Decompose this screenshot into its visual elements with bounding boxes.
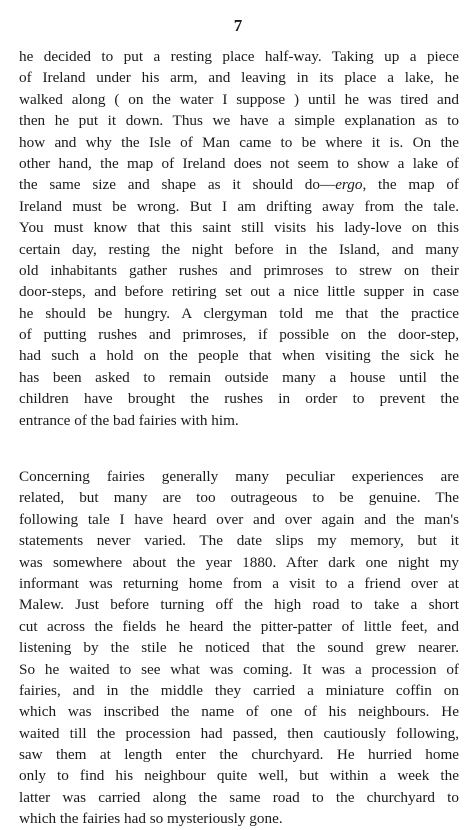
text-line: Concerning fairies generally many peculiar experiences are <box>19 468 459 485</box>
text-line: Ireland must be wrong. But I am drifting away from the tale. <box>19 197 459 215</box>
text-line: only to find his neighbour quite well, but within a week the <box>19 767 459 785</box>
text-line: following tale I have heard over and over again and the man's <box>19 510 459 528</box>
text-line: then he put it down. Thus we have a simple explanation as to <box>19 112 459 130</box>
text-line: children have brought the rushes in order to prevent the <box>19 390 459 408</box>
text-line: he decided to put a resting place half-way. Taking up a piece <box>19 48 459 65</box>
text-line: other hand, the map of Ireland does not seem to show a lake of <box>19 154 459 172</box>
text-line: saw them at length enter the churchyard. He hurried home <box>19 746 459 764</box>
page-number: 7 <box>233 16 243 35</box>
text-line: which the fairies had so mysteriously gone. <box>19 810 283 828</box>
text-line: he should be hungry. A clergyman told me that the practice <box>19 304 459 322</box>
text-line: old inhabitants gather rushes and primroses to strew on their <box>19 261 459 279</box>
text-line: certain day, resting the night before in the Island, and many <box>19 240 459 258</box>
text-line: how and why the Isle of Man came to be where it is. On the <box>19 133 459 151</box>
text-line: fairies, and in the middle they carried a miniature coffin on <box>19 681 459 699</box>
text-line: latter was carried along the same road to the churchyard to <box>19 788 459 806</box>
text-line: statements never varied. The date slips my memory, but it <box>19 532 459 550</box>
text-line: You must know that this saint still visits his lady-love on this <box>19 219 459 237</box>
text-line: had such a hold on the people that when visiting the sick he <box>19 347 459 365</box>
text-line: has been asked to remain outside many a house until the <box>19 368 459 386</box>
text-line: walked along ( on the water I suppose ) until he was tired and <box>19 90 459 108</box>
paragraph-1 <box>19 46 459 431</box>
text-line: related, but many are too outrageous to be genuine. The <box>19 489 459 507</box>
text-line: was somewhere about the year 1880. After dark one night my <box>19 553 459 571</box>
text-line: So he waited to see what was coming. It was a procession of <box>19 660 459 678</box>
text-line: waited till the procession had passed, then cautiously following, <box>19 724 459 742</box>
text-line: the same size and shape as it should do—ergo, the map of <box>19 176 459 194</box>
text-line: entrance of the bad fairies with him. <box>19 411 239 429</box>
text-line: door-steps, and before retiring set out a nice little supper in case <box>19 283 459 301</box>
text-line: of putting rushes and primroses, if possible on the door-step, <box>19 326 459 344</box>
text-line: informant was returning home from a visit to a friend over at <box>19 574 459 592</box>
text-line: listening by the stile he noticed that the sound grew nearer. <box>19 639 459 657</box>
text-line: which was inscribed the name of one of his neighbours. He <box>19 703 459 721</box>
paragraph-2 <box>19 466 459 830</box>
text-line: Malew. Just before turning off the high road to take a short <box>19 596 459 614</box>
text-line: cut across the fields he heard the pitter-patter of little feet, and <box>19 617 459 635</box>
text-line: of Ireland under his arm, and leaving in its place a lake, he <box>19 69 459 87</box>
